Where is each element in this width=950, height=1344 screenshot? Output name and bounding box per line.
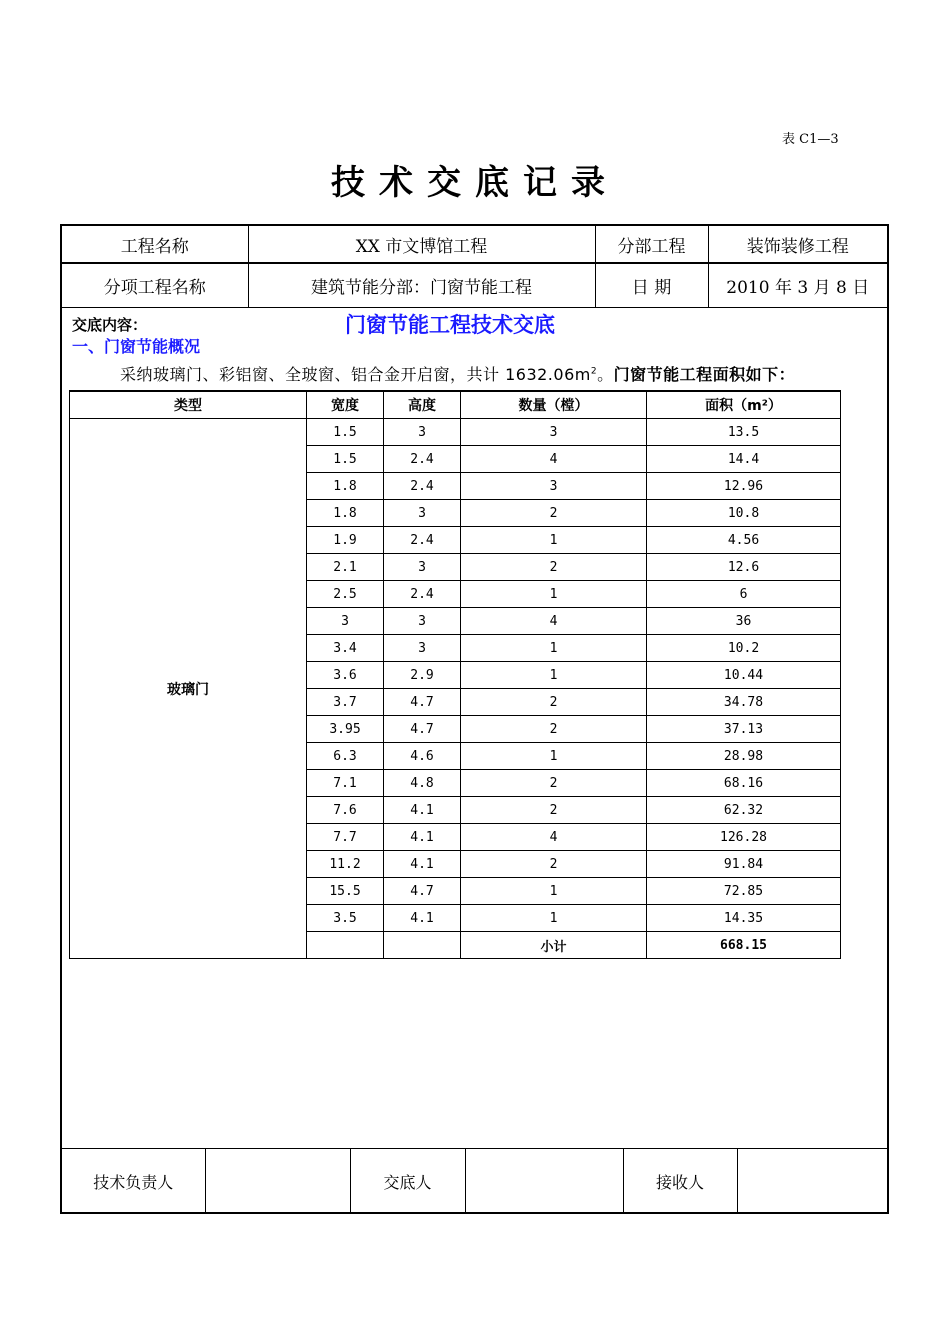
division-value: 装饰装修工程 <box>708 226 887 263</box>
area-cell: 34.78 <box>647 689 841 716</box>
area-cell: 37.13 <box>647 716 841 743</box>
project-name-value: XX 市文博馆工程 <box>248 226 595 263</box>
subtotal-value: 668.15 <box>647 932 841 959</box>
width-cell: 2.1 <box>307 554 384 581</box>
col-header-height: 高度 <box>384 391 461 419</box>
width-cell: 3.95 <box>307 716 384 743</box>
area-cell: 4.56 <box>647 527 841 554</box>
tech-lead-signature-field[interactable] <box>205 1149 350 1215</box>
area-cell: 28.98 <box>647 743 841 770</box>
table-body <box>70 419 841 959</box>
project-name-label: 工程名称 <box>62 226 248 263</box>
area-cell: 62.32 <box>647 797 841 824</box>
empty-cell <box>384 932 461 959</box>
height-cell: 3 <box>384 608 461 635</box>
area-cell: 12.96 <box>647 473 841 500</box>
count-cell: 2 <box>461 689 647 716</box>
empty-cell <box>307 932 384 959</box>
form-code: 表 C1—3 <box>782 132 839 147</box>
width-cell: 3.4 <box>307 635 384 662</box>
record-form <box>60 224 889 1214</box>
count-cell: 1 <box>461 635 647 662</box>
height-cell: 4.1 <box>384 905 461 932</box>
width-cell: 11.2 <box>307 851 384 878</box>
height-cell: 2.4 <box>384 581 461 608</box>
width-cell: 1.5 <box>307 419 384 446</box>
signature-row <box>62 1148 887 1214</box>
tech-lead-label: 技术负责人 <box>62 1149 205 1215</box>
width-cell: 1.9 <box>307 527 384 554</box>
height-cell: 4.8 <box>384 770 461 797</box>
count-cell: 2 <box>461 500 647 527</box>
width-cell: 7.7 <box>307 824 384 851</box>
receiver-signature-field[interactable] <box>737 1149 887 1215</box>
width-cell: 1.8 <box>307 500 384 527</box>
intro-tail: 。 <box>597 365 614 384</box>
count-cell: 2 <box>461 851 647 878</box>
area-cell: 12.6 <box>647 554 841 581</box>
area-cell: 14.35 <box>647 905 841 932</box>
intro-bold: 门窗节能工程面积如下： <box>613 365 796 384</box>
height-cell: 2.9 <box>384 662 461 689</box>
content-title: 门窗节能工程技术交底 <box>345 313 555 337</box>
width-cell: 3 <box>307 608 384 635</box>
count-cell: 1 <box>461 905 647 932</box>
col-header-width: 宽度 <box>307 391 384 419</box>
area-cell: 91.84 <box>647 851 841 878</box>
width-cell: 2.5 <box>307 581 384 608</box>
width-cell: 3.7 <box>307 689 384 716</box>
count-cell: 3 <box>461 419 647 446</box>
height-cell: 4.1 <box>384 797 461 824</box>
height-cell: 3 <box>384 635 461 662</box>
count-cell: 4 <box>461 446 647 473</box>
width-cell: 15.5 <box>307 878 384 905</box>
date-value: 2010 年 3 月 8 日 <box>708 264 887 308</box>
height-cell: 2.4 <box>384 473 461 500</box>
table-header-row <box>70 391 841 419</box>
receiver-label: 接收人 <box>623 1149 737 1215</box>
count-cell: 1 <box>461 743 647 770</box>
height-cell: 4.7 <box>384 716 461 743</box>
table-row <box>70 419 841 446</box>
height-cell: 4.7 <box>384 689 461 716</box>
count-cell: 2 <box>461 770 647 797</box>
height-cell: 3 <box>384 554 461 581</box>
area-cell: 72.85 <box>647 878 841 905</box>
content-label: 交底内容： <box>72 316 148 334</box>
area-cell: 13.5 <box>647 419 841 446</box>
count-cell: 1 <box>461 581 647 608</box>
area-cell: 126.28 <box>647 824 841 851</box>
count-cell: 1 <box>461 527 647 554</box>
subtotal-label: 小计 <box>461 932 647 959</box>
count-cell: 4 <box>461 608 647 635</box>
subitem-label: 分项工程名称 <box>62 264 248 308</box>
document-title: 技术交底记录 <box>331 163 619 203</box>
width-cell: 3.6 <box>307 662 384 689</box>
type-cell: 玻璃门 <box>70 419 307 959</box>
area-table <box>69 390 841 959</box>
height-cell: 4.1 <box>384 824 461 851</box>
date-label: 日 期 <box>595 264 708 308</box>
count-cell: 3 <box>461 473 647 500</box>
area-cell: 36 <box>647 608 841 635</box>
area-cell: 68.16 <box>647 770 841 797</box>
count-cell: 2 <box>461 716 647 743</box>
height-cell: 3 <box>384 419 461 446</box>
height-cell: 2.4 <box>384 527 461 554</box>
height-cell: 4.6 <box>384 743 461 770</box>
presenter-signature-field[interactable] <box>465 1149 623 1215</box>
height-cell: 4.7 <box>384 878 461 905</box>
height-cell: 2.4 <box>384 446 461 473</box>
subitem-value: 建筑节能分部：门窗节能工程 <box>248 264 595 308</box>
area-cell: 14.4 <box>647 446 841 473</box>
intro-sup: 2 <box>590 366 598 377</box>
intro-text: 采纳玻璃门、彩铝窗、全玻窗、铝合金开启窗，共计 1632.06m <box>120 365 591 384</box>
width-cell: 1.5 <box>307 446 384 473</box>
count-cell: 2 <box>461 554 647 581</box>
area-cell: 10.44 <box>647 662 841 689</box>
count-cell: 1 <box>461 878 647 905</box>
col-header-area: 面积（m²） <box>647 391 841 419</box>
area-cell: 10.8 <box>647 500 841 527</box>
area-cell: 10.2 <box>647 635 841 662</box>
width-cell: 7.6 <box>307 797 384 824</box>
width-cell: 3.5 <box>307 905 384 932</box>
area-cell: 6 <box>647 581 841 608</box>
count-cell: 2 <box>461 797 647 824</box>
header-row-1 <box>62 226 887 263</box>
col-header-count: 数量（樘） <box>461 391 647 419</box>
intro-paragraph <box>120 362 795 385</box>
count-cell: 4 <box>461 824 647 851</box>
presenter-label: 交底人 <box>350 1149 465 1215</box>
header-row-2 <box>62 263 887 308</box>
width-cell: 1.8 <box>307 473 384 500</box>
height-cell: 3 <box>384 500 461 527</box>
width-cell: 7.1 <box>307 770 384 797</box>
count-cell: 1 <box>461 662 647 689</box>
width-cell: 6.3 <box>307 743 384 770</box>
col-header-type: 类型 <box>70 391 307 419</box>
height-cell: 4.1 <box>384 851 461 878</box>
division-label: 分部工程 <box>595 226 708 263</box>
section-heading: 一、门窗节能概况 <box>72 337 201 356</box>
